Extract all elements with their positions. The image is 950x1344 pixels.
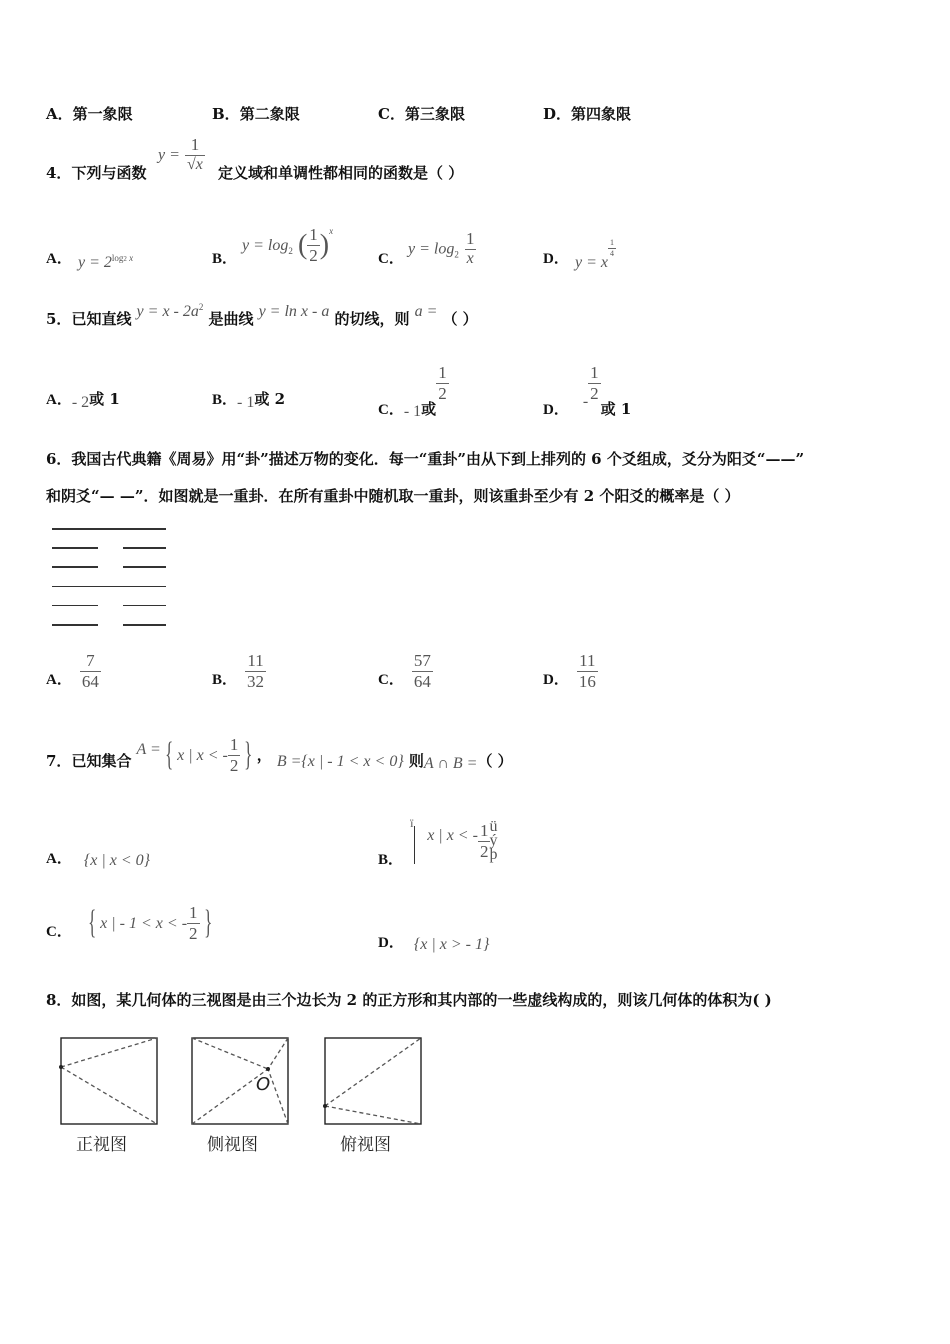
q5-option-c: C．- 1或 $\frac{1}{2}$ (378, 363, 447, 420)
q4-stem-end: 定义域和单调性都相同的函数是（ ） (218, 164, 464, 182)
q4-formula-den: √x (187, 155, 203, 173)
q7-option-d: D． {x | x > - 1} (378, 935, 490, 953)
q7-option-c: C． { x | - 1 < x < - $\frac{1}{2}$ } (46, 903, 212, 943)
side-view-caption: 侧视图 (207, 1135, 258, 1155)
q7-option-b: B． ï x | x < - $\frac{1}{2}$ ü ý þ (378, 816, 498, 868)
q4-option-c-expr: $y = \log_2$ $\frac{1}{x}$ (408, 229, 475, 267)
q5-option-a: A．- 2或 1 (46, 390, 120, 411)
q6-option-a: A． $\frac{7}{64}$ (46, 651, 99, 691)
q3-option-a: A．第一象限 (46, 105, 133, 123)
q8-stem: 8．如图，某几何体的三视图是由三个边长为 2 的正方形和其内部的一些虚线构成的，则该几何体的体积为( ) (46, 991, 772, 1009)
side-view (192, 1038, 288, 1124)
q6-option-c: C． $\frac{57}{64}$ (378, 651, 431, 691)
q5-option-b: B．- 1或 2 (212, 390, 286, 411)
q4-option-a-expr: $y = 2^{log2 x}$ (78, 252, 134, 271)
q6-option-d: D． $\frac{11}{16}$ (543, 651, 596, 691)
q4-option-d-label: D． (543, 251, 569, 267)
q6-option-b: B． $\frac{11}{32}$ (212, 651, 265, 691)
front-view (59, 1038, 157, 1124)
q5-option-d: D． - $\frac{1}{2}$ 或 1 (543, 363, 632, 418)
q6-stem-line1: 6．我国古代典籍《周易》用“卦”描述万物的变化．每一“重卦”由从下到上排列的 6 个爻组成，爻分为阳爻“——” (46, 450, 805, 468)
q4-option-a-label: A． (46, 251, 72, 267)
q4-stem-start: 4．下列与函数 (46, 164, 147, 182)
top-view-caption: 俯视图 (340, 1135, 391, 1155)
point-o-label: O (256, 1074, 271, 1095)
q4-formula-lhs: y = (158, 146, 180, 164)
q4-option-c-label: C． (378, 251, 404, 267)
top-view (323, 1038, 421, 1124)
q4-option-b-expr: $y = \log_2$ ( $\frac{1}{2}$ )$^x$ (242, 225, 334, 265)
q3-option-c: C．第三象限 (378, 105, 465, 123)
q4-option-b-label: B． (212, 251, 238, 267)
front-view-caption: 正视图 (76, 1135, 127, 1155)
q3-option-d: D．第四象限 (543, 105, 632, 123)
q3-option-b: B．第二象限 (212, 105, 300, 123)
q4-option-d-expr: y = x $\frac{1}{4}$ (575, 237, 614, 271)
q5-stem: 5．已知直线 $y = x - 2a^2$ 是曲线 y = ln x - a 的切线，则 a = （ ） (46, 301, 478, 328)
q4-formula-num: 1 (190, 135, 200, 154)
q6-stem-line2: 和阴爻“— —”．如图就是一重卦．在所有重卦中随机取一重卦，则该重卦至少有 2 个阳爻的概率是（ ） (46, 487, 740, 505)
q7-option-a: A． {x | x < 0} (46, 851, 151, 869)
q7-stem: 7．已知集合 A = { x | x < - $\frac{1}{2}$ } ， B ={x | - 1 < x < 0} 则A ∩ B =（ ） (46, 735, 513, 775)
